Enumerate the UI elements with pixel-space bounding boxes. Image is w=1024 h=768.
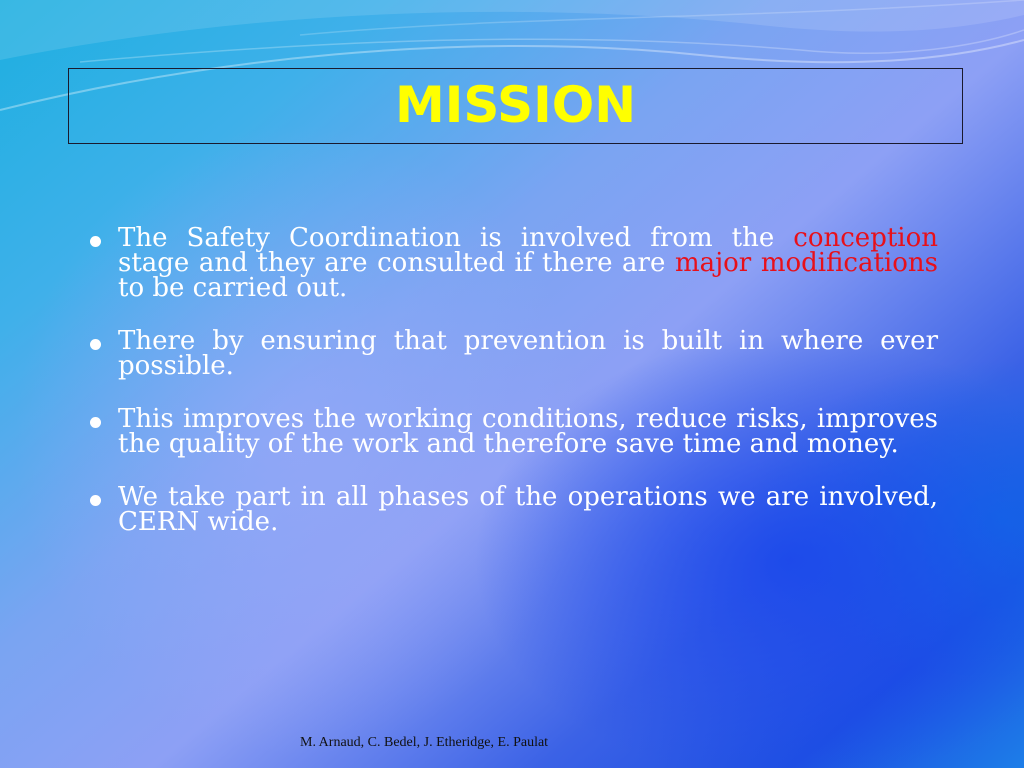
- bullet-dot-icon: [90, 236, 101, 247]
- slide-title: MISSION: [394, 76, 637, 134]
- footer-authors: M. Arnaud, C. Bedel, J. Etheridge, E. Paulat: [300, 735, 549, 750]
- bullet-text: There by ensuring that prevention is built in where ever possible.: [118, 326, 938, 381]
- title-box: [68, 68, 963, 144]
- highlighted-text: conception: [793, 223, 938, 253]
- bullet-text: The Safety Coordination is involved from the: [118, 223, 794, 253]
- bullet-text: This improves the working conditions, reduce risks, improves the quality of the work and therefore save time and money.: [118, 404, 938, 459]
- bullet-item: [90, 404, 938, 459]
- highlighted-text: major modifications: [674, 248, 938, 278]
- bullet-dot-icon: [90, 339, 101, 350]
- bullet-item: [90, 482, 938, 537]
- bullet-item: [90, 326, 938, 381]
- bullet-dot-icon: [90, 495, 101, 506]
- bullet-dot-icon: [90, 417, 101, 428]
- bullet-list: [90, 223, 938, 563]
- bullet-item: [90, 223, 938, 303]
- bullet-text: stage and they are consulted if there are: [118, 248, 675, 278]
- bullet-text: to be carried out.: [118, 273, 348, 303]
- bullet-text: We take part in all phases of the operations we are involved, CERN wide.: [118, 482, 938, 537]
